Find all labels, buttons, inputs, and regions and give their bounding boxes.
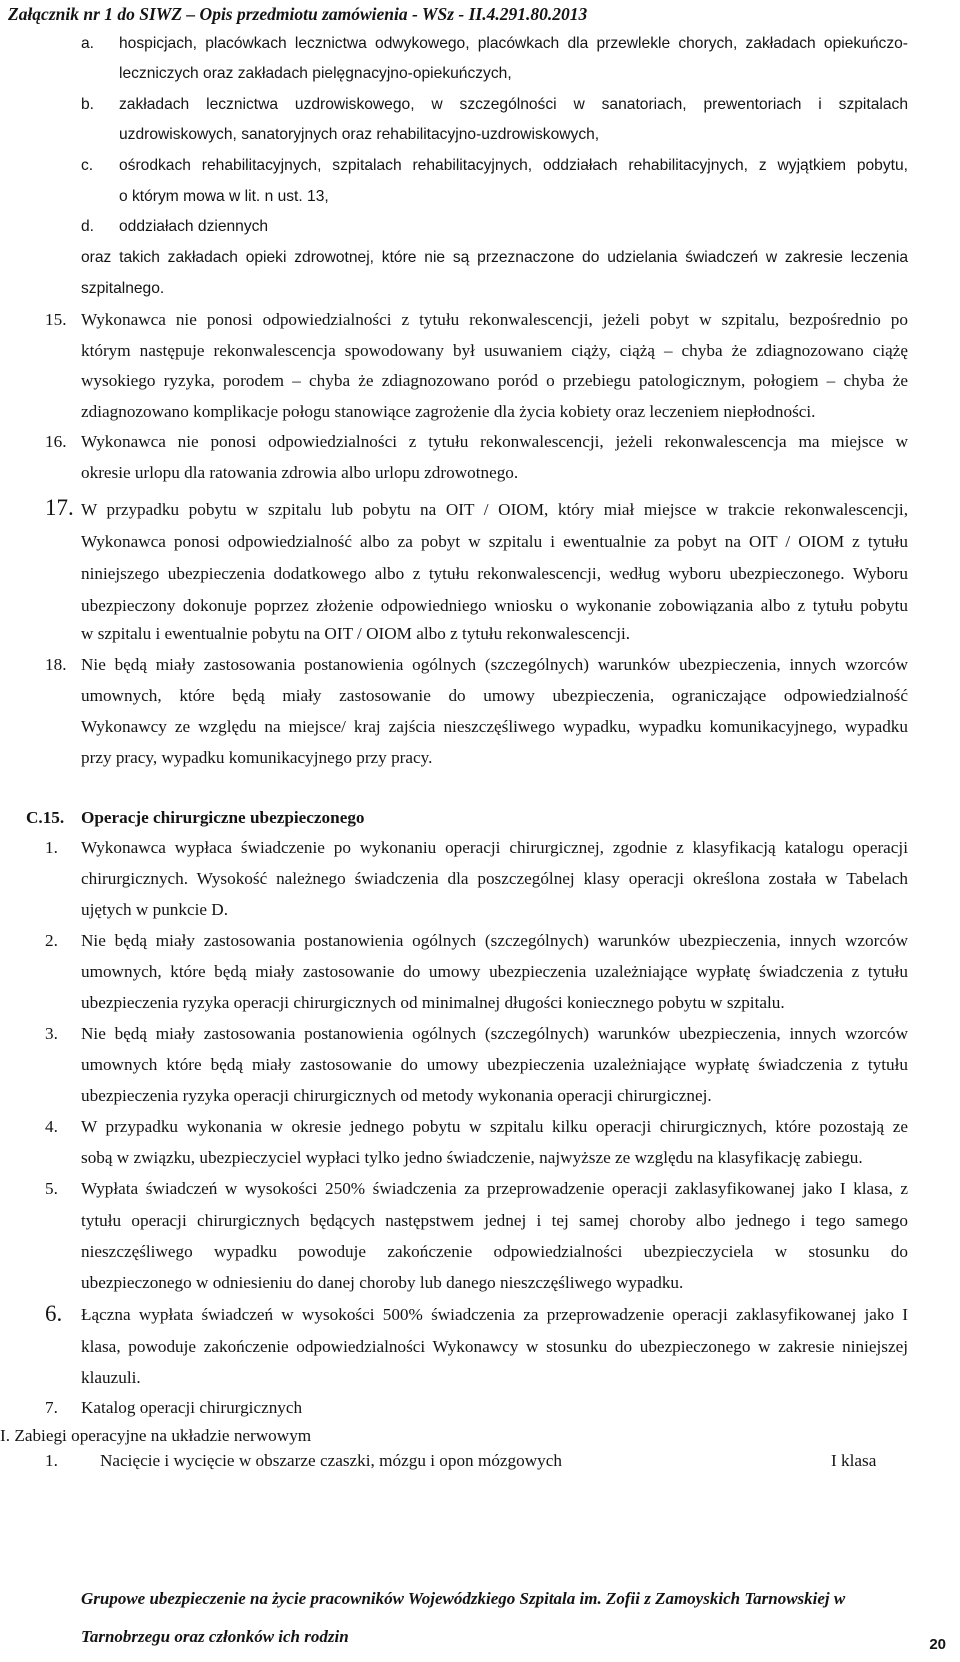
c1-line2: chirurgicznych. Wysokość należnego świadczenia dla poszczególnej klasy operacji określona została w Tabelach: [81, 869, 908, 888]
paragraph-number-15: 15.: [45, 310, 67, 329]
c2-line3: ubezpieczenia ryzyka operacji chirurgicznych od minimalnej długości koniecznego pobytu w szpitalu.: [81, 993, 785, 1012]
sub-a-line2: leczniczych oraz zakładach pielęgnacyjno-opiekuńczych,: [119, 65, 512, 82]
paragraph-number-17: 17.: [45, 495, 74, 520]
p17-line2: Wykonawca ponosi odpowiedzialność albo za pobyt w szpitalu i ewentualnie za pobyt na OIT / OIOM z tytułu: [81, 532, 908, 551]
item-number-7: 7.: [45, 1398, 58, 1417]
item-number-6: 6.: [45, 1301, 63, 1326]
item-number-1: 1.: [45, 838, 58, 857]
c3-line3: ubezpieczenia ryzyka operacji chirurgicznych od metody wykonania operacji chirurgicznej.: [81, 1086, 712, 1105]
p17-line1: W przypadku pobytu w szpitalu lub pobytu na OIT / OIOM, który miał miejsce w trakcie rekonwalescencji,: [81, 500, 908, 519]
c2-line1: Nie będą miały zastosowania postanowienia ogólnych (szczególnych) warunków ubezpieczenia, innych wzorców: [81, 931, 908, 950]
p15-line1: Wykonawca nie ponosi odpowiedzialności z tytułu rekonwalescencji, jeżeli pobyt w szpitalu, bezpośrednio po: [81, 310, 908, 329]
c5-line2: tytułu operacji chirurgicznych będących następstwem jednej i tej samej choroby albo jednego i tego samego: [81, 1211, 908, 1230]
p18-line2: umownych, które będą miały zastosowanie do umowy ubezpieczenia, ograniczające odpowiedzialność: [81, 686, 908, 705]
c5-line3: nieszczęśliwego wypadku powoduje zakończenie odpowiedzialności ubezpieczyciela w stosunku do: [81, 1242, 908, 1261]
p15-line3: wysokiego ryzyka, porodem – chyba że zdiagnozowano poród o przebiegu patologicznym, połogiem – chyba że: [81, 371, 908, 390]
c6-line3: klauzuli.: [81, 1368, 141, 1387]
footer-line1: Grupowe ubezpieczenie na życie pracowników Wojewódzkiego Szpitala im. Zofii z Zamoyskich Tarnowskiej w: [81, 1589, 846, 1608]
section-number: C.15.: [26, 808, 65, 827]
sub-b-line1: zakładach lecznictwa uzdrowiskowego, w szczególności w sanatoriach, prewentoriach i szpitalach: [119, 96, 908, 113]
p15-line4: zdiagnozowano komplikacje połogu stanowiące zagrożenie dla życia kobiety oraz leczeniem niepłodności.: [81, 402, 816, 421]
c3-line1: Nie będą miały zastosowania postanowienia ogólnych (szczególnych) warunków ubezpieczenia, innych wzorców: [81, 1024, 908, 1043]
c6-line2: klasa, powoduje zakończenie odpowiedzialności Wykonawcy w stosunku do ubezpieczonego w zakresie niniejszej: [81, 1337, 908, 1356]
item-number-3: 3.: [45, 1024, 58, 1043]
list-marker-b: b.: [81, 96, 95, 113]
c1-line3: ujętych w punkcie D.: [81, 900, 229, 919]
list-marker-c: c.: [81, 157, 94, 174]
sub-b-line2: uzdrowiskowych, sanatoryjnych oraz rehabilitacyjno-uzdrowiskowych,: [119, 126, 600, 143]
c4-line2: sobą w związku, ubezpieczyciel wypłaci tylko jedno świadczenie, najwyższe ze względu na klasyfikację zabiegu.: [81, 1148, 863, 1167]
sub-c-line2: o którym mowa w lit. n ust. 13,: [119, 188, 329, 205]
sub-a-line1: hospicjach, placówkach lecznictwa odwykowego, placówkach dla przewlekle chorych, zakładach opiekuńczo-: [119, 35, 908, 52]
p18-line1: Nie będą miały zastosowania postanowienia ogólnych (szczególnych) warunków ubezpieczenia, innych wzorców: [81, 655, 908, 674]
p16-line2: okresie urlopu dla ratowania zdrowia albo urlopu zdrowotnego.: [81, 463, 519, 482]
c6-line1: Łączna wypłata świadczeń w wysokości 500% świadczenia za przeprowadzenie operacji zaklasyfikowanej jako I: [81, 1305, 908, 1324]
item-number-5: 5.: [45, 1179, 58, 1198]
c3-line2: umownych które będą miały zastosowanie do umowy ubezpieczenia uzależniające wypłatę świadczenia z tytułu: [81, 1055, 908, 1074]
p17-line4: ubezpieczony dokonuje poprzez złożenie odpowiedniego wniosku o wykonanie zobowiązania albo z tytułu pobytu: [81, 596, 908, 615]
c1-line1: Wykonawca wypłaca świadczenie po wykonaniu operacji chirurgicznej, zgodnie z klasyfikacją katalogu operacji: [81, 838, 908, 857]
c2-line2: umownych, które będą miały zastosowanie do umowy ubezpieczenia uzależniające wypłatę świadczenia z tytułu: [81, 962, 908, 981]
item-number-2: 2.: [45, 931, 58, 950]
catalog-item-number: 1.: [45, 1451, 58, 1470]
section-title: Operacje chirurgiczne ubezpieczonego: [81, 808, 365, 827]
catalog-item-text: Nacięcie i wycięcie w obszarze czaszki, mózgu i opon mózgowych: [100, 1451, 562, 1470]
document-header: Załącznik nr 1 do SIWZ – Opis przedmiotu zamówienia - WSz - II.4.291.80.2013: [8, 4, 588, 24]
p18-line3: Wykonawcy ze względu na miejsce/ kraj zajścia nieszczęśliwego wypadku, wypadku komunikacyjnego, wypadku: [81, 717, 908, 736]
p18-line4: przy pracy, wypadku komunikacyjnego przy pracy.: [81, 748, 433, 767]
oraz-line2: szpitalnego.: [81, 280, 165, 297]
p17-line5: w szpitalu i ewentualnie pobytu na OIT / OIOM albo z tytułu rekonwalescencji.: [81, 624, 631, 643]
c5-line4: ubezpieczonego w odniesieniu do danej choroby lub danego nieszczęśliwego wypadku.: [81, 1273, 684, 1292]
paragraph-number-18: 18.: [45, 655, 67, 674]
oraz-line1: oraz takich zakładach opieki zdrowotnej, które nie są przeznaczone do udzielania świadczeń w zakresie leczenia: [81, 249, 908, 266]
p16-line1: Wykonawca nie ponosi odpowiedzialności z tytułu rekonwalescencji, jeżeli rekonwalescencja ma miejsce w: [81, 432, 908, 451]
sub-d-line1: oddziałach dziennych: [119, 218, 269, 235]
c7-text: Katalog operacji chirurgicznych: [81, 1398, 303, 1417]
footer-line2: Tarnobrzegu oraz członków ich rodzin: [81, 1627, 349, 1646]
catalog-heading: I. Zabiegi operacyjne na układzie nerwowym: [0, 1426, 312, 1445]
item-number-4: 4.: [45, 1117, 58, 1136]
p17-line3: niniejszego ubezpieczenia dodatkowego albo z tytułu rekonwalescencji, według wyboru ubezpieczonego. Wyboru: [81, 564, 908, 583]
list-marker-a: a.: [81, 35, 95, 52]
page-number: 20: [929, 1636, 946, 1653]
paragraph-number-16: 16.: [45, 432, 67, 451]
c4-line1: W przypadku wykonania w okresie jednego pobytu w szpitalu kilku operacji chirurgicznych, które pozostają ze: [81, 1117, 908, 1136]
sub-c-line1: ośrodkach rehabilitacyjnych, szpitalach rehabilitacyjnych, oddziałach rehabilitacyjnych, z wyjątkiem pobytu,: [119, 157, 908, 174]
catalog-item-class: I klasa: [831, 1451, 877, 1470]
list-marker-d: d.: [81, 218, 95, 235]
c5-line1: Wypłata świadczeń w wysokości 250% świadczenia za przeprowadzenie operacji zaklasyfikowanej jako I klasa, z: [81, 1179, 908, 1198]
p15-line2: którym następuje rekonwalescencja spowodowany był usuwaniem ciąży, ciążą – chyba że zdiagnozowano ciążę: [81, 341, 908, 360]
